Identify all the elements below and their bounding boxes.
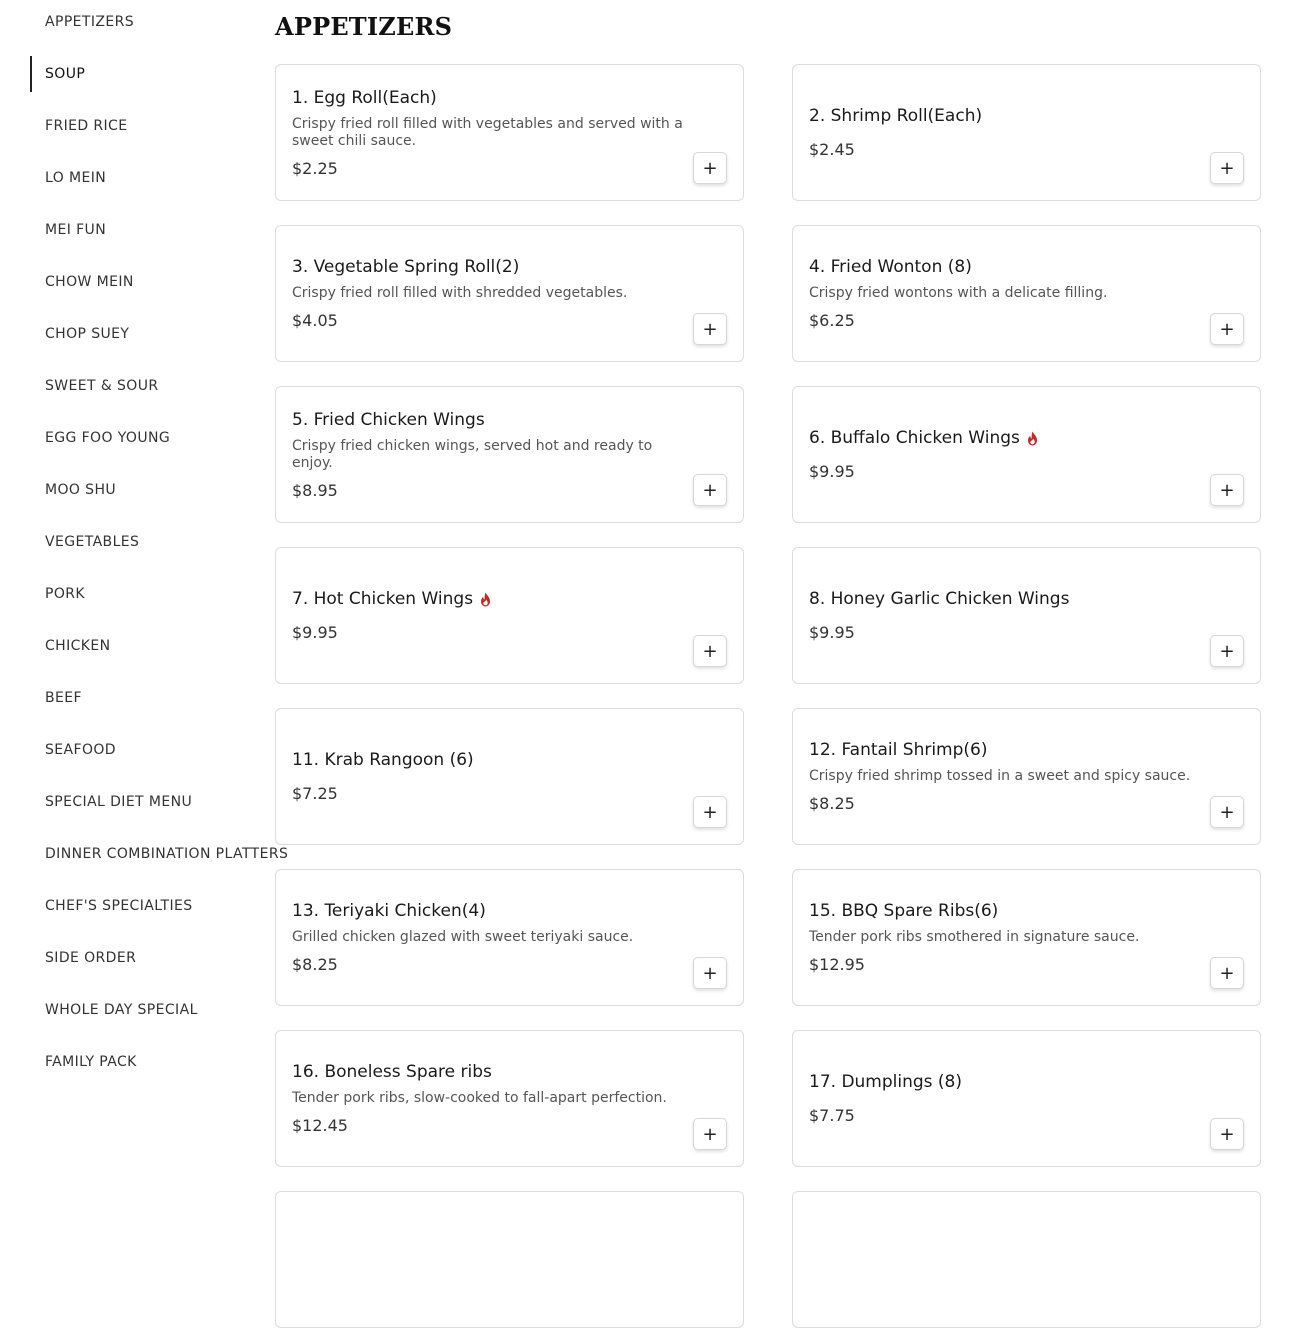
sidebar-category-chef-s-specialties[interactable]: CHEF'S SPECIALTIES — [45, 898, 193, 914]
menu-item-body — [809, 226, 1204, 361]
menu-item-price: $9.95 — [292, 623, 338, 642]
menu-item-body — [292, 1192, 687, 1327]
menu-item-body — [292, 226, 687, 361]
menu-item-body — [292, 65, 687, 200]
sidebar-category-appetizers[interactable]: APPETIZERS — [45, 14, 135, 30]
menu-item-body — [292, 548, 687, 683]
menu-item-card[interactable] — [792, 1191, 1261, 1328]
menu-item-name-text: 3. Vegetable Spring Roll(2) — [292, 257, 520, 277]
menu-item-name — [292, 88, 687, 108]
menu-item-card[interactable] — [275, 64, 744, 201]
menu-item-card[interactable] — [792, 869, 1261, 1006]
menu-item-name — [809, 589, 1204, 609]
sidebar-category-pork[interactable]: PORK — [45, 586, 85, 602]
menu-item-name-text: 11. Krab Rangoon (6) — [292, 750, 474, 770]
menu-item-name — [809, 1072, 1204, 1092]
menu-item-price: $8.95 — [292, 480, 338, 500]
sidebar-category-family-pack[interactable]: FAMILY PACK — [45, 1054, 137, 1070]
menu-item-card[interactable] — [792, 225, 1261, 362]
flame-icon — [479, 592, 492, 607]
menu-item-body — [292, 709, 687, 844]
menu-item-price: $2.25 — [292, 158, 338, 178]
menu-item-body — [292, 1031, 687, 1166]
add-to-cart-button[interactable]: + — [693, 474, 727, 506]
sidebar-category-side-order[interactable]: SIDE ORDER — [45, 950, 137, 966]
add-to-cart-button[interactable]: + — [1210, 313, 1244, 345]
menu-item-card[interactable] — [275, 1191, 744, 1328]
menu-item-description: Crispy fried roll filled with shredded vegetables. — [292, 285, 628, 301]
menu-item-name-text: 17. Dumplings (8) — [809, 1072, 963, 1092]
sidebar-category-moo-shu[interactable]: MOO SHU — [45, 482, 117, 498]
menu-item-body — [809, 1192, 1204, 1327]
menu-item-description: Crispy fried wontons with a delicate filling. — [809, 285, 1108, 301]
menu-item-price: $9.95 — [809, 462, 855, 481]
menu-item-description: Tender pork ribs, slow-cooked to fall-apart perfection. — [292, 1090, 667, 1106]
add-to-cart-button[interactable]: + — [693, 796, 727, 828]
menu-item-name-text: 12. Fantail Shrimp(6) — [809, 740, 988, 760]
menu-item-body — [809, 548, 1204, 683]
menu-main — [275, 0, 1265, 1200]
sidebar-category-egg-foo-young[interactable]: EGG FOO YOUNG — [45, 430, 171, 446]
add-to-cart-button[interactable]: + — [693, 313, 727, 345]
menu-item-card[interactable] — [792, 1030, 1261, 1167]
flame-icon — [1026, 431, 1039, 446]
sidebar-category-special-diet-menu[interactable]: SPECIAL DIET MENU — [45, 794, 193, 810]
menu-item-price: $7.75 — [809, 1106, 855, 1125]
menu-item-description: Crispy fried roll filled with vegetables and served with a sweet chili sauce. — [292, 115, 683, 149]
menu-item-price: $12.45 — [292, 1116, 348, 1135]
menu-item-card[interactable] — [275, 869, 744, 1006]
sidebar-category-chicken[interactable]: CHICKEN — [45, 638, 111, 654]
add-to-cart-button[interactable]: + — [1210, 957, 1244, 989]
menu-item-price: $6.25 — [809, 311, 855, 330]
menu-item-name — [809, 106, 1204, 126]
menu-item-name-text: 4. Fried Wonton (8) — [809, 257, 972, 277]
menu-item-name — [809, 257, 1204, 277]
add-to-cart-button[interactable]: + — [1210, 796, 1244, 828]
menu-item-name-text: 15. BBQ Spare Ribs(6) — [809, 901, 999, 921]
sidebar-category-mei-fun[interactable]: MEI FUN — [45, 222, 107, 238]
menu-item-name-text: 8. Honey Garlic Chicken Wings — [809, 589, 1070, 609]
menu-item-price: $4.05 — [292, 311, 338, 330]
menu-item-name — [292, 901, 687, 921]
menu-item-name-text: 13. Teriyaki Chicken(4) — [292, 901, 486, 921]
sidebar-category-whole-day-special[interactable]: WHOLE DAY SPECIAL — [45, 1002, 198, 1018]
category-sidebar — [0, 0, 289, 1200]
section-title: APPETIZERS — [275, 12, 453, 41]
sidebar-category-chow-mein[interactable]: CHOW MEIN — [45, 274, 134, 290]
menu-item-description: Grilled chicken glazed with sweet teriyaki sauce. — [292, 929, 634, 945]
menu-item-name-text: 16. Boneless Spare ribs — [292, 1062, 492, 1082]
sidebar-category-soup[interactable]: SOUP — [30, 56, 228, 92]
menu-item-name — [809, 428, 1204, 448]
menu-item-card[interactable] — [275, 547, 744, 684]
menu-item-card[interactable] — [275, 386, 744, 523]
menu-item-price: $8.25 — [809, 794, 855, 813]
sidebar-category-fried-rice[interactable]: FRIED RICE — [45, 118, 128, 134]
menu-item-description: Tender pork ribs smothered in signature sauce. — [809, 929, 1140, 945]
menu-item-card[interactable] — [792, 64, 1261, 201]
menu-item-price: $7.25 — [292, 784, 338, 803]
menu-item-price: $8.25 — [292, 955, 338, 974]
sidebar-category-sweet-sour[interactable]: SWEET & SOUR — [45, 378, 159, 394]
sidebar-category-vegetables[interactable]: VEGETABLES — [45, 534, 140, 550]
add-to-cart-button[interactable]: + — [693, 1118, 727, 1150]
sidebar-category-beef[interactable]: BEEF — [45, 690, 82, 706]
menu-item-name — [292, 589, 687, 609]
menu-item-name-text: 7. Hot Chicken Wings — [292, 589, 474, 609]
menu-item-name-text: 2. Shrimp Roll(Each) — [809, 106, 983, 126]
menu-item-name — [809, 901, 1204, 921]
menu-item-body — [809, 1031, 1204, 1166]
add-to-cart-button[interactable]: + — [1210, 1118, 1244, 1150]
sidebar-category-lo-mein[interactable]: LO MEIN — [45, 170, 107, 186]
menu-item-description: Crispy fried shrimp tossed in a sweet and spicy sauce. — [809, 768, 1191, 784]
menu-item-name — [292, 750, 687, 770]
menu-item-name — [292, 1062, 687, 1082]
menu-item-name-text: 1. Egg Roll(Each) — [292, 87, 437, 108]
add-to-cart-button[interactable]: + — [693, 957, 727, 989]
sidebar-category-seafood[interactable]: SEAFOOD — [45, 742, 116, 758]
menu-item-body — [809, 709, 1204, 844]
menu-item-body — [809, 65, 1204, 200]
menu-item-card[interactable] — [792, 547, 1261, 684]
menu-item-body — [292, 870, 687, 1005]
menu-item-card[interactable] — [275, 708, 744, 845]
menu-item-body — [809, 870, 1204, 1005]
menu-item-card[interactable] — [792, 708, 1261, 845]
sidebar-category-chop-suey[interactable]: CHOP SUEY — [45, 326, 130, 342]
menu-item-body — [809, 387, 1204, 522]
menu-item-card[interactable] — [275, 225, 744, 362]
menu-item-body — [292, 387, 687, 522]
add-to-cart-button[interactable]: + — [1210, 474, 1244, 506]
menu-item-price: $2.45 — [809, 140, 855, 159]
menu-item-description: Crispy fried chicken wings, served hot and ready to enjoy. — [292, 437, 653, 471]
menu-item-price: $9.95 — [809, 623, 855, 642]
menu-item-price: $12.95 — [809, 955, 865, 974]
add-to-cart-button[interactable]: + — [1210, 635, 1244, 667]
sidebar-category-dinner-combination-platters[interactable]: DINNER COMBINATION PLATTERS — [45, 846, 289, 862]
menu-item-card[interactable] — [792, 386, 1261, 523]
add-to-cart-button[interactable]: + — [693, 635, 727, 667]
add-to-cart-button[interactable]: + — [1210, 152, 1244, 184]
menu-item-name-text: 5. Fried Chicken Wings — [292, 409, 485, 430]
menu-item-name-text: 6. Buffalo Chicken Wings — [809, 428, 1020, 448]
menu-item-name — [809, 740, 1204, 760]
menu-item-card[interactable] — [275, 1030, 744, 1167]
add-to-cart-button[interactable]: + — [693, 152, 727, 184]
menu-item-name — [292, 257, 687, 277]
menu-item-name — [292, 410, 687, 430]
